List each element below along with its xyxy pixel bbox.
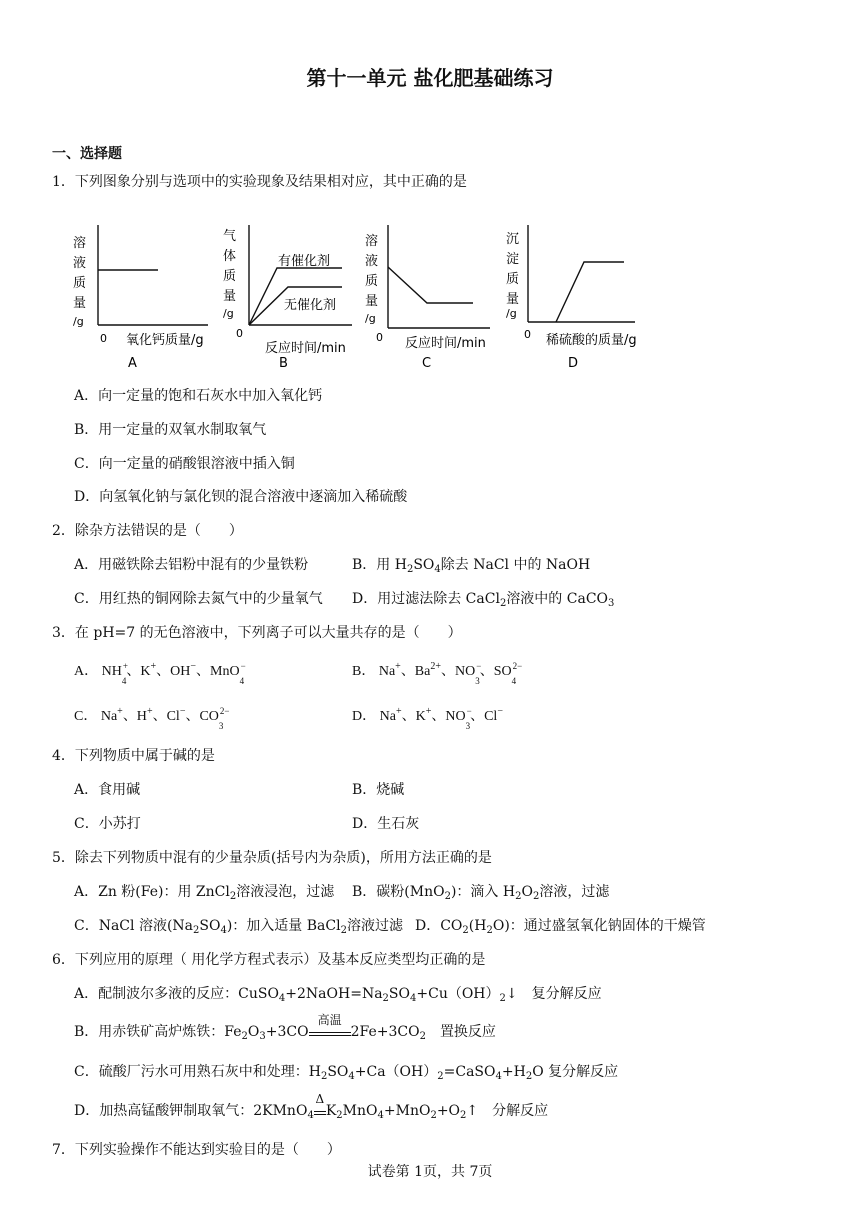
q2-option-c[interactable]: C．用红热的铜网除去氮气中的少量氧气 — [74, 591, 323, 607]
graph-b-y1: 气 — [223, 229, 237, 244]
q6-option-a[interactable]: A．配制波尔多液的反应：$CuSO_4+2NaOH=Na_2SO_4+Cu(OH)_2↓$ 复分解反应 — [74, 986, 602, 1004]
graph-b-curve-catalyst — [249, 268, 342, 325]
q6-b-eq-left: $Fe_2O_3+3CO$ — [224, 1024, 309, 1042]
question-4-stem: 4．下列物质中属于碱的是 — [52, 748, 215, 764]
graph-b-y5: /g — [223, 307, 234, 320]
q3-option-a[interactable]: A． NH + $_4$、K+、OH−、MnO − $_4$ — [74, 661, 246, 686]
graph-c-curve — [388, 267, 473, 303]
graph-b-legend-catalyst: 有催化剂 — [278, 254, 331, 269]
q4-option-b[interactable]: B．烧碱 — [352, 782, 405, 798]
q3-option-c[interactable]: C． Na+、H+、Cl−、CO 2− $_3$ — [74, 706, 230, 731]
question-1-stem: 1．下列图象分别与选项中的实验现象及结果相对应，其中正确的是 — [52, 174, 467, 190]
section-heading: 一、选择题 — [52, 146, 122, 162]
graph-c-tag: C — [422, 356, 432, 371]
q1-option-a[interactable]: A．向一定量的饱和石灰水中加入氧化钙 — [74, 388, 323, 404]
graph-b — [223, 225, 352, 371]
q4-option-d[interactable]: D．生石灰 — [352, 816, 420, 832]
graph-b-zero: 0 — [236, 327, 243, 340]
q6-b-condition: 高温 — [309, 1024, 351, 1036]
graph-a — [73, 225, 208, 371]
graph-a-y3: 质 — [73, 276, 87, 291]
graph-a-y4: 量 — [73, 296, 87, 311]
q6-option-b[interactable]: B．用赤铁矿高炉炼铁：$Fe_2O_3+3CO$ 高温 $2Fe+3CO_2$ 置换反应 — [74, 1013, 496, 1042]
graph-c-xlabel: 反应时间/min — [405, 336, 486, 351]
q3-option-d[interactable]: D． Na+、K+、NO − $_3$、Cl− — [352, 706, 503, 731]
graph-a-tag: A — [128, 356, 137, 371]
graph-d-curve — [556, 262, 624, 322]
q5-option-c[interactable]: C．NaCl 溶液$(Na_2SO_4)$：加入适量 BaCl$_2$溶液过滤 — [74, 918, 403, 936]
graph-d — [506, 225, 637, 371]
graph-a-y1: 溶 — [73, 236, 87, 251]
graph-a-y2: 液 — [73, 256, 87, 271]
q6-c-equation: $H_2SO_4+Ca(OH)_2=CaSO_4+H_2O$ — [308, 1064, 544, 1082]
graph-c — [365, 225, 490, 371]
q6-d-eq-right: $K_2MnO_4+MnO_2+O_2↑$ — [325, 1103, 479, 1121]
q3-option-b[interactable]: B． Na+、$Ba^{2+}$、NO − $_3$、SO 2− $_4$ — [352, 661, 523, 686]
graph-c-y4: 量 — [365, 294, 379, 309]
graph-b-tag: B — [279, 356, 288, 371]
question-2-stem: 2．除杂方法错误的是（ ） — [52, 523, 243, 539]
q2-option-a[interactable]: A．用磁铁除去铝粉中混有的少量铁粉 — [74, 557, 309, 573]
graph-d-zero: 0 — [524, 328, 531, 341]
graph-a-y5: /g — [73, 315, 84, 328]
graph-c-y1: 溶 — [365, 234, 379, 249]
graph-d-tag: D — [568, 356, 579, 371]
q6-option-c[interactable]: C．硫酸厂污水可用熟石灰中和处理：$H_2SO_4+Ca(OH)_2=CaSO_4+H_2O$ 复分解反应 — [74, 1064, 619, 1082]
graph-b-legend-nocatalyst: 无催化剂 — [284, 298, 337, 313]
q5-option-a[interactable]: A．Zn 粉(Fe)：用 ZnCl$_2$溶液浸泡，过滤 — [74, 884, 335, 902]
graph-a-zero: 0 — [100, 332, 107, 345]
q5-option-b[interactable]: B．碳粉(MnO$_2$)：滴入 $H_2O_2$溶液，过滤 — [352, 884, 610, 902]
graph-c-zero: 0 — [376, 331, 383, 344]
page-title: 第十一单元 盐化肥基础练习 — [306, 66, 554, 90]
q6-b-eq-right: $2Fe+3CO_2$ — [350, 1024, 426, 1042]
graph-b-xlabel: 反应时间/min — [265, 341, 346, 356]
graph-b-y2: 体 — [223, 249, 237, 264]
graph-b-y3: 质 — [223, 269, 237, 284]
q6-d-condition: Δ — [314, 1103, 326, 1115]
graph-d-y1: 沉 — [506, 232, 520, 247]
graph-d-y4: 量 — [506, 292, 520, 307]
question-5-stem: 5．除去下列物质中混有的少量杂质(括号内为杂质)，所用方法正确的是 — [52, 850, 492, 866]
graph-d-y2: 淀 — [506, 252, 520, 267]
graph-d-y3: 质 — [506, 272, 520, 287]
q6-option-d[interactable]: D．加热高锰酸钾制取氧气：2KMnO$_4$ Δ $K_2MnO_4+MnO_2+O_2↑$ 分解反应 — [74, 1092, 549, 1121]
q1-option-d[interactable]: D．向氢氧化钠与氯化钡的混合溶液中逐滴加入稀硫酸 — [74, 489, 408, 505]
q5-option-d[interactable]: D．$CO_2(H_2O)$：通过盛氢氧化钠固体的干燥管 — [415, 918, 706, 936]
graph-c-y3: 质 — [365, 274, 379, 289]
q4-option-a[interactable]: A．食用碱 — [74, 782, 141, 798]
graph-c-y5: /g — [365, 312, 376, 325]
question-7-stem: 7．下列实验操作不能达到实验目的是（ ） — [52, 1142, 341, 1158]
q2-option-b[interactable]: B．用 $H_2SO_4$除去 NaCl 中的 NaOH — [352, 557, 591, 575]
q2-option-d[interactable]: D．用过滤法除去 CaCl$_2$溶液中的 CaCO$_3$ — [352, 591, 615, 609]
q6-d-eq-left: 2KMnO$_4$ — [253, 1103, 314, 1121]
page-footer: 试卷第 1页，共 7页 — [367, 1164, 493, 1180]
graph-a-xlabel: 氧化钙质量/g — [126, 333, 204, 348]
graph-c-y2: 液 — [365, 254, 379, 269]
q4-option-c[interactable]: C．小苏打 — [74, 816, 141, 832]
question-1-graphs — [60, 225, 780, 375]
question-6-stem: 6．下列应用的原理（ 用化学方程式表示）及基本反应类型均正确的是 — [52, 952, 486, 968]
graph-d-y5: /g — [506, 307, 517, 320]
graph-b-y4: 量 — [223, 289, 237, 304]
q1-option-c[interactable]: C．向一定量的硝酸银溶液中插入铜 — [74, 456, 295, 472]
graph-d-xlabel: 稀硫酸的质量/g — [546, 333, 637, 348]
q6-a-equation: $CuSO_4+2NaOH=Na_2SO_4+Cu(OH)_2↓$ — [238, 986, 518, 1004]
q1-option-b[interactable]: B．用一定量的双氧水制取氧气 — [74, 422, 267, 438]
question-3-stem: 3．在 pH=7 的无色溶液中，下列离子可以大量共存的是（ ） — [52, 625, 462, 641]
